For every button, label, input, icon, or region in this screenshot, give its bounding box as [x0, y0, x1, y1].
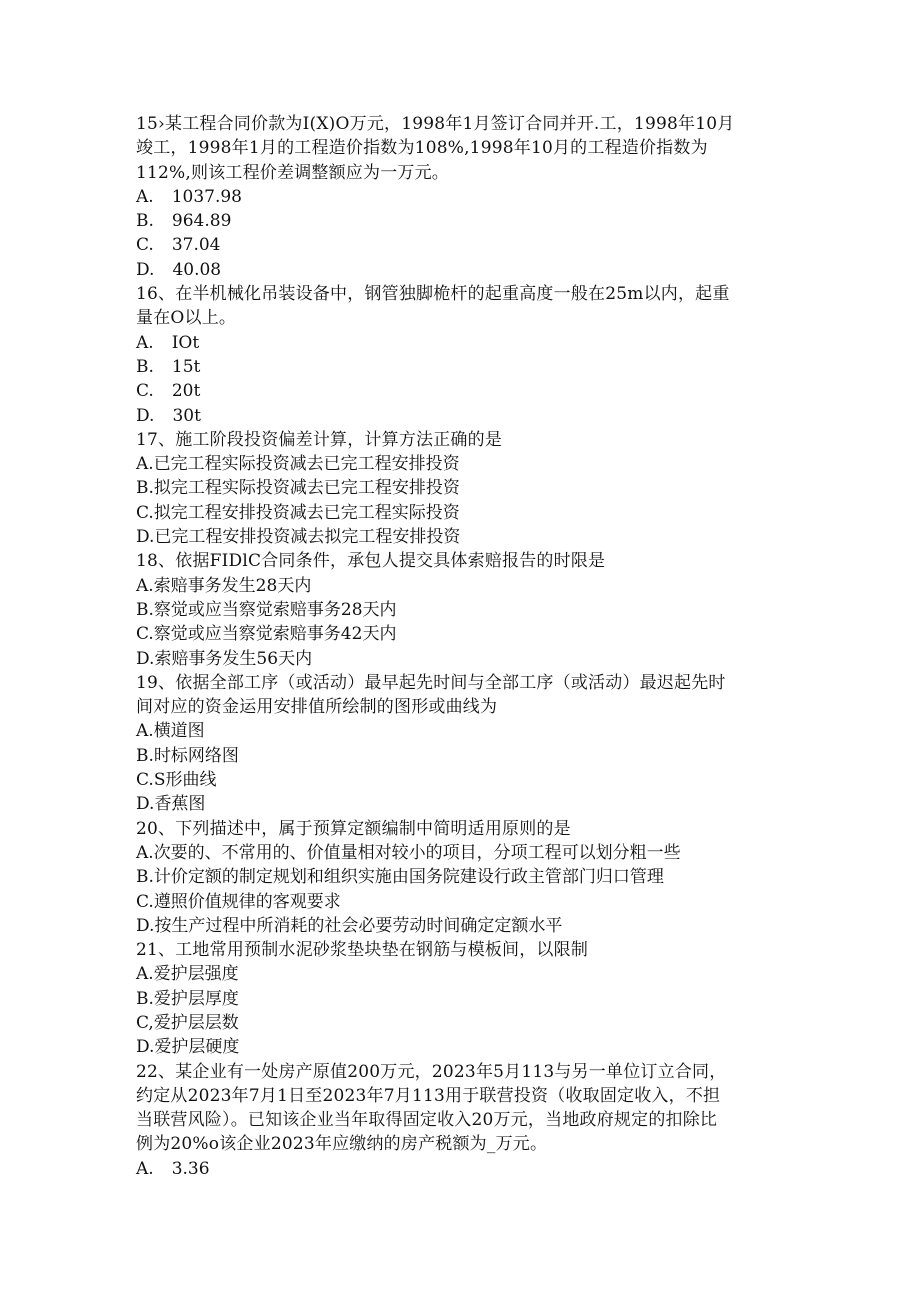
option-row — [136, 233, 786, 257]
question-block — [136, 282, 786, 428]
option-row — [136, 355, 786, 379]
option-key: D. — [136, 1037, 155, 1058]
question-text-line: 量在O以上。 — [136, 308, 237, 329]
option-key: D. — [136, 405, 155, 426]
option-row — [136, 452, 786, 476]
option-row — [136, 865, 786, 889]
question-text-line: 例为20%o该企业2023年应缴纳的房产税额为_万元。 — [136, 1134, 548, 1155]
option-key: B. — [136, 599, 154, 620]
option-key: B. — [136, 745, 154, 766]
option-key: D. — [136, 794, 155, 815]
option-key: B. — [136, 478, 154, 499]
question-block — [136, 938, 786, 1059]
option-key: C. — [136, 891, 154, 912]
question-text-line: 间对应的资金运用安排值所绘制的图形或曲线为 — [136, 697, 498, 718]
option-text: 爱护层厚度 — [153, 988, 239, 1009]
question-text-line: 竣工，1998年1月的工程造价指数为108%,1998年10月的工程造价指数为 — [136, 138, 708, 159]
option-key: A. — [136, 575, 154, 596]
option-text: 察觉或应当察觉索赔事务28天内 — [153, 599, 397, 620]
question-block — [136, 817, 786, 938]
option-row — [136, 258, 786, 282]
option-key: B. — [136, 988, 154, 1009]
option-row — [136, 1157, 786, 1181]
option-key: D. — [136, 527, 155, 548]
option-key: A. — [136, 1158, 154, 1179]
question-text-line: 112%,则该工程价差调整额应为一万元。 — [136, 162, 450, 183]
option-text: 已完工程安排投资减去拟完工程安排投资 — [154, 527, 461, 548]
option-key: A. — [136, 454, 154, 475]
option-row — [136, 987, 786, 1011]
question-block — [136, 549, 786, 670]
option-row — [136, 209, 786, 233]
option-text: 按生产过程中所消耗的社会必要劳动时间确定定额水平 — [154, 915, 563, 936]
option-row — [136, 890, 786, 914]
option-text: 20t — [171, 381, 201, 402]
option-text: S形曲线 — [153, 770, 217, 791]
option-text: 拟完工程实际投资减去已完工程安排投资 — [153, 478, 460, 499]
question-text-line: 20、下列描述中，属于预算定额编制中简明适用原则的是 — [136, 818, 571, 839]
option-row — [136, 768, 786, 792]
option-text: 964.89 — [171, 211, 232, 232]
option-key: C. — [136, 502, 154, 523]
option-key: C. — [136, 770, 154, 791]
option-text: 1037.98 — [171, 186, 242, 207]
option-row — [136, 622, 786, 646]
option-text: 次要的、不常用的、价值量相对较小的项目，分项工程可以划分粗一些 — [153, 842, 681, 863]
question-block — [136, 671, 786, 817]
option-key: B. — [136, 211, 154, 232]
question-block — [136, 1060, 786, 1181]
option-key: D. — [136, 648, 155, 669]
option-key: A. — [136, 332, 154, 353]
option-key: C, — [136, 1012, 154, 1033]
option-text: 爱护层强度 — [153, 964, 239, 985]
option-text: 香蕉图 — [154, 794, 206, 815]
option-key: A. — [136, 186, 154, 207]
question-text-line: 15›某工程合同价款为I(X)O万元，1998年1月签订合同并开.工，1998年10月 — [136, 114, 735, 134]
option-text: 计价定额的制定规划和组织实施由国务院建设行政主管部门归口管理 — [153, 867, 664, 888]
option-row — [136, 962, 786, 986]
option-text: 时标网络图 — [153, 745, 239, 766]
option-text: 索赔事务发生56天内 — [154, 648, 313, 669]
option-text: IOt — [171, 332, 200, 353]
option-text: 爱护层硬度 — [154, 1037, 240, 1058]
option-key: A. — [136, 842, 154, 863]
option-row — [136, 719, 786, 743]
option-row — [136, 1011, 786, 1035]
option-row — [136, 574, 786, 598]
option-row — [136, 647, 786, 671]
option-row — [136, 331, 786, 355]
option-row — [136, 598, 786, 622]
option-text: 索赔事务发生28天内 — [153, 575, 312, 596]
option-row — [136, 501, 786, 525]
question-text-line: 21、工地常用预制水泥砂浆垫块垫在钢筋与模板间，以限制 — [136, 940, 589, 961]
option-row — [136, 185, 786, 209]
question-block — [136, 112, 786, 282]
option-key: C. — [136, 381, 154, 402]
option-row — [136, 476, 786, 500]
question-text-line: 当联营风险）。已知该企业当年取得固定收入20万元，当地政府规定的扣除比 — [136, 1110, 718, 1131]
question-text-line: 16、在半机械化吊装设备中，钢管独脚桅杆的起重高度一般在25m以内，起重 — [136, 284, 730, 305]
option-text: 察觉或应当察觉索赔事务42天内 — [153, 624, 397, 645]
option-text: 横道图 — [153, 721, 205, 742]
option-text: 40.08 — [172, 259, 222, 280]
option-key: C. — [136, 235, 154, 256]
option-text: 遵照价值规律的客观要求 — [153, 891, 341, 912]
option-key: A. — [136, 721, 154, 742]
option-text: 15t — [171, 356, 201, 377]
option-text: 37.04 — [171, 235, 221, 256]
option-row — [136, 404, 786, 428]
option-text: 3.36 — [171, 1158, 210, 1179]
option-text: 拟完工程安排投资减去已完工程实际投资 — [153, 502, 460, 523]
exam-questions — [136, 112, 786, 1181]
option-text: 爱护层层数 — [153, 1012, 239, 1033]
question-text-line: 19、依据全部工序（或活动）最早起先时间与全部工序（或活动）最迟起先时 — [136, 672, 726, 693]
question-text-line: 17、施工阶段投资偏差计算，计算方法正确的是 — [136, 429, 503, 450]
question-block — [136, 428, 786, 549]
option-row — [136, 792, 786, 816]
option-text: 已完工程实际投资减去已完工程安排投资 — [153, 454, 460, 475]
option-row — [136, 841, 786, 865]
option-row — [136, 744, 786, 768]
option-key: C. — [136, 624, 154, 645]
option-row — [136, 525, 786, 549]
option-row — [136, 379, 786, 403]
option-key: D. — [136, 915, 155, 936]
option-key: B. — [136, 867, 154, 888]
question-text-line: 约定从2023年7月1日至2023年7月113用于联营投资（收取固定收入，不担 — [136, 1085, 721, 1106]
question-text-line: 18、依据FIDlC合同条件，承包人提交具体索赔报告的时限是 — [136, 551, 606, 572]
option-row — [136, 914, 786, 938]
option-text: 30t — [172, 405, 201, 426]
question-text-line: 22、某企业有一处房产原值200万元，2023年5月113与另一单位订立合同， — [136, 1061, 727, 1082]
option-row — [136, 1035, 786, 1059]
option-key: A. — [136, 964, 154, 985]
option-key: B. — [136, 356, 154, 377]
option-key: D. — [136, 259, 155, 280]
